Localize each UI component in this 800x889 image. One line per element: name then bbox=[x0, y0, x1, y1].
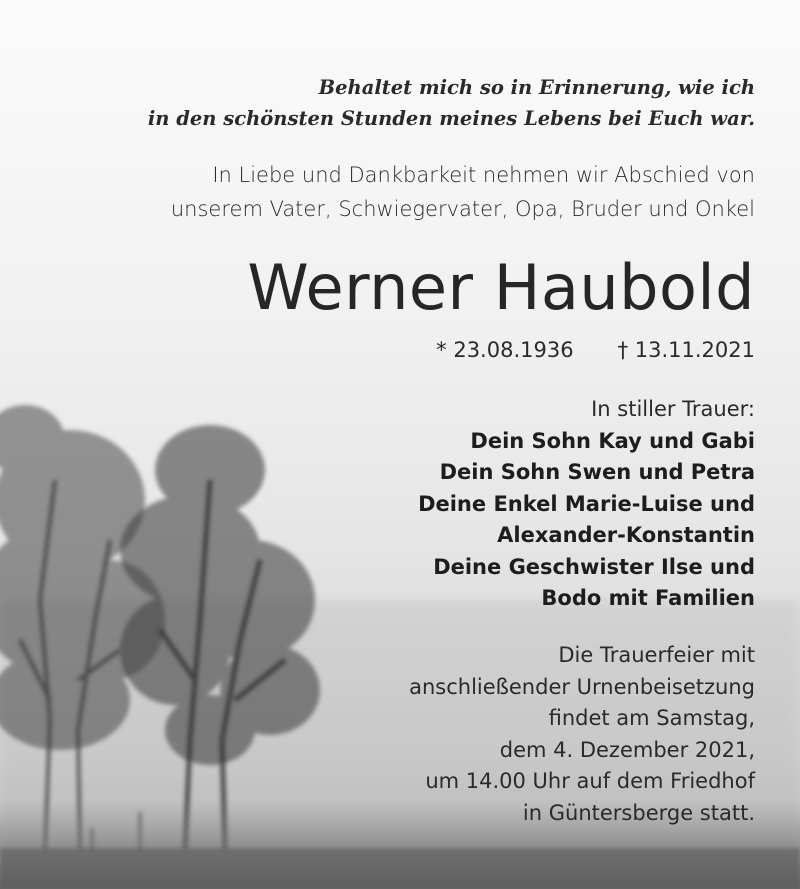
mourner-line: Alexander-Konstantin bbox=[497, 523, 755, 547]
funeral-line: findet am Samstag, bbox=[548, 706, 755, 730]
quote bbox=[148, 72, 755, 134]
mourner-line: Dein Sohn Kay und Gabi bbox=[470, 428, 755, 453]
deceased-name: Werner Haubold bbox=[247, 251, 755, 324]
mourner-line: Deine Enkel Marie-Luise und bbox=[418, 491, 755, 516]
intro-line-2: unserem Vater, Schwiegervater, Opa, Bruder und Onkel bbox=[170, 197, 755, 221]
mourner-line: Dein Sohn Swen und Petra bbox=[439, 460, 755, 484]
funeral-line: anschließender Urnenbeisetzung bbox=[409, 674, 755, 699]
funeral-line: dem 4. Dezember 2021, bbox=[499, 737, 755, 762]
funeral-line: um 14.00 Uhr auf dem Friedhof bbox=[425, 769, 755, 793]
life-dates bbox=[436, 336, 755, 364]
intro-line-1: In Liebe und Dankbarkeit nehmen wir Abschied von bbox=[212, 163, 755, 187]
mourner-line: Deine Geschwister Ilse und bbox=[433, 554, 755, 579]
death-date: † 13.11.2021 bbox=[617, 338, 755, 362]
birth-date: * 23.08.1936 bbox=[436, 338, 574, 362]
funeral-line: in Güntersberge statt. bbox=[522, 800, 755, 825]
quote-line-2: in den schönsten Stunden meines Lebens bei Euch war. bbox=[147, 107, 755, 130]
mourner-line: Bodo mit Familien bbox=[541, 586, 755, 610]
mourners-heading: In stiller Trauer: bbox=[591, 397, 755, 421]
mourners-block bbox=[418, 394, 755, 615]
funeral-line: Die Trauerfeier mit bbox=[558, 643, 755, 667]
funeral-info bbox=[409, 640, 755, 829]
intro-text bbox=[171, 158, 755, 226]
quote-line-1: Behaltet mich so in Erinnerung, wie ich bbox=[318, 76, 755, 99]
